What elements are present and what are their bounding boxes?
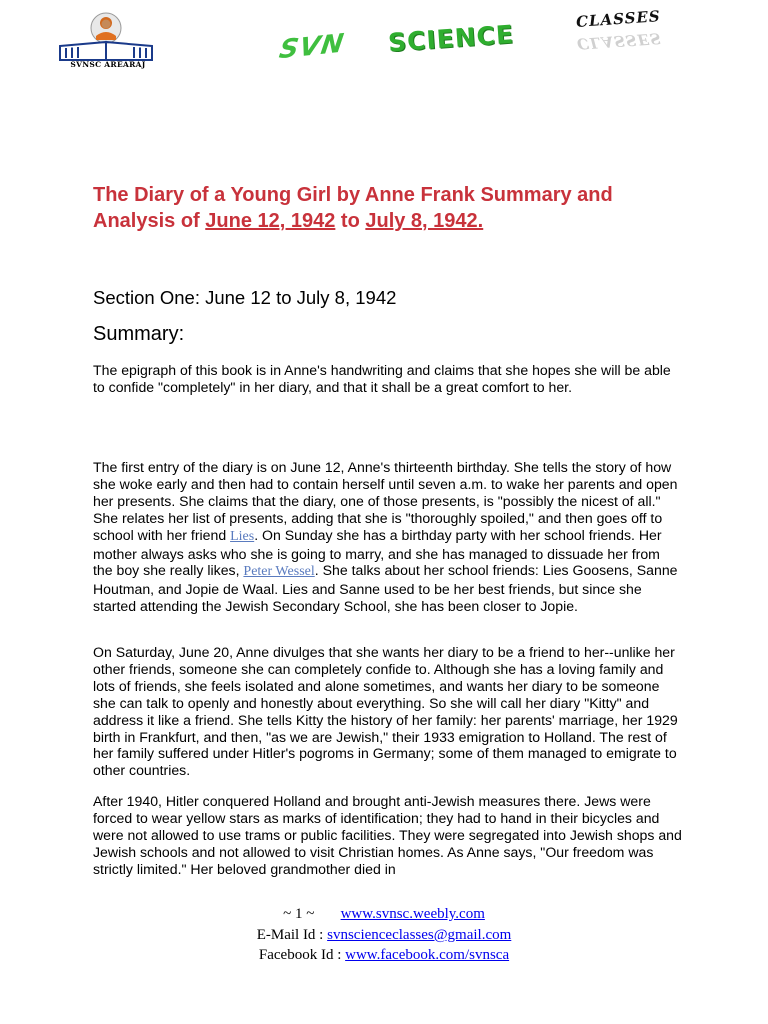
brand-svn: SVN	[277, 28, 347, 66]
title-date-end: July 8, 1942.	[365, 210, 484, 232]
document-title	[93, 182, 693, 234]
brand-science: SCIENCE	[387, 19, 515, 58]
facebook-label: Facebook Id :	[258, 947, 346, 963]
paragraph-text: . She talks about her school friends: Lies Goosens, Sanne Houtman, and Jopie de Waal. Lies and Sanne used to be her best friends, but since she started attending the Jewish Secondary School, she has been closer to Jopie.	[93, 562, 678, 615]
brand-classes: CLASSES	[575, 7, 662, 31]
paragraph-first-entry	[93, 459, 683, 615]
title-to: to	[335, 210, 366, 232]
footer-line-website	[0, 904, 768, 924]
email-link[interactable]: svnscienceclasses@gmail.com	[327, 927, 512, 943]
brand-classes-reflection: CLASSES	[576, 29, 663, 53]
paragraph-text: . On Sunday she has a birthday party with her school friends. Her mother always asks who she is going to marry, and she has managed to dissuade her from the boy she really likes,	[93, 526, 662, 579]
brand-wordmark	[277, 7, 720, 70]
summary-heading: Summary:	[93, 323, 185, 345]
paragraph-epigraph: The epigraph of this book is in Anne's handwriting and claims that she hopes she will be able to confide "completely" in her diary, and that it shall be a great comfort to her.	[93, 362, 671, 395]
link-peter-wessel[interactable]: Peter Wessel	[243, 564, 315, 580]
paragraph-after-1940: After 1940, Hitler conquered Holland and brought anti-Jewish measures there. Jews were forced to wear yellow stars as marks of identification; they had to hand in their bicycles and were not allowed to use trams or public facilities. They were segregated into Jewish shops and Jewish schools and not allowed to visit Christian homes. As Anne says, "Our freedom was strictly limited." Her beloved grandmother died in	[93, 793, 682, 877]
facebook-link[interactable]: www.facebook.com/svnsca	[345, 947, 510, 963]
section-heading: Section One: June 12 to July 8, 1942	[93, 287, 397, 308]
footer-line-email	[0, 925, 768, 945]
paragraph-text: The first entry of the diary is on June 12, Anne's thirteenth birthday. She tells the story of how she woke early and then had to contain herself until seven a.m. to wake her parents and open her presents. She claims that the diary, one of those presents, is "possibly the nicest of all." She relates her list of presents, adding that she is "thoroughly spoiled," and then goes off to school with her friend	[93, 459, 678, 543]
page-number: ~ 1 ~	[283, 906, 315, 922]
website-link[interactable]: www.svnsc.weebly.com	[340, 906, 485, 922]
paragraph-kitty: On Saturday, June 20, Anne divulges that she wants her diary to be a friend to her--unlike her other friends, someone she can completely confide to. Although she has a loving family and lots of friends, she feels isolated and alone sometimes, and wants her diary to be someone she can talk to openly and honestly about everything. So she will call her diary "Kitty" and address it like a friend. She tells Kitty the history of her family: her parents' marriage, her 1929 birth in Frankfurt, and then, "as we are Jewish," their 1933 emigration to Holland. The rest of her family suffered under Hitler's pogroms in Germany; some of them managed to emigrate to other countries.	[93, 644, 678, 779]
email-label: E-Mail Id :	[256, 927, 328, 943]
link-lies[interactable]: Lies	[230, 528, 255, 544]
title-text: The Diary of a Young Girl by Anne Frank Summary and Analysis of	[93, 184, 613, 232]
book-emblem-icon	[50, 10, 162, 62]
title-date-start: June 12, 1942	[205, 210, 336, 232]
logo-caption: SVNSC AREARAJ	[70, 60, 146, 69]
footer-line-facebook	[0, 945, 768, 965]
